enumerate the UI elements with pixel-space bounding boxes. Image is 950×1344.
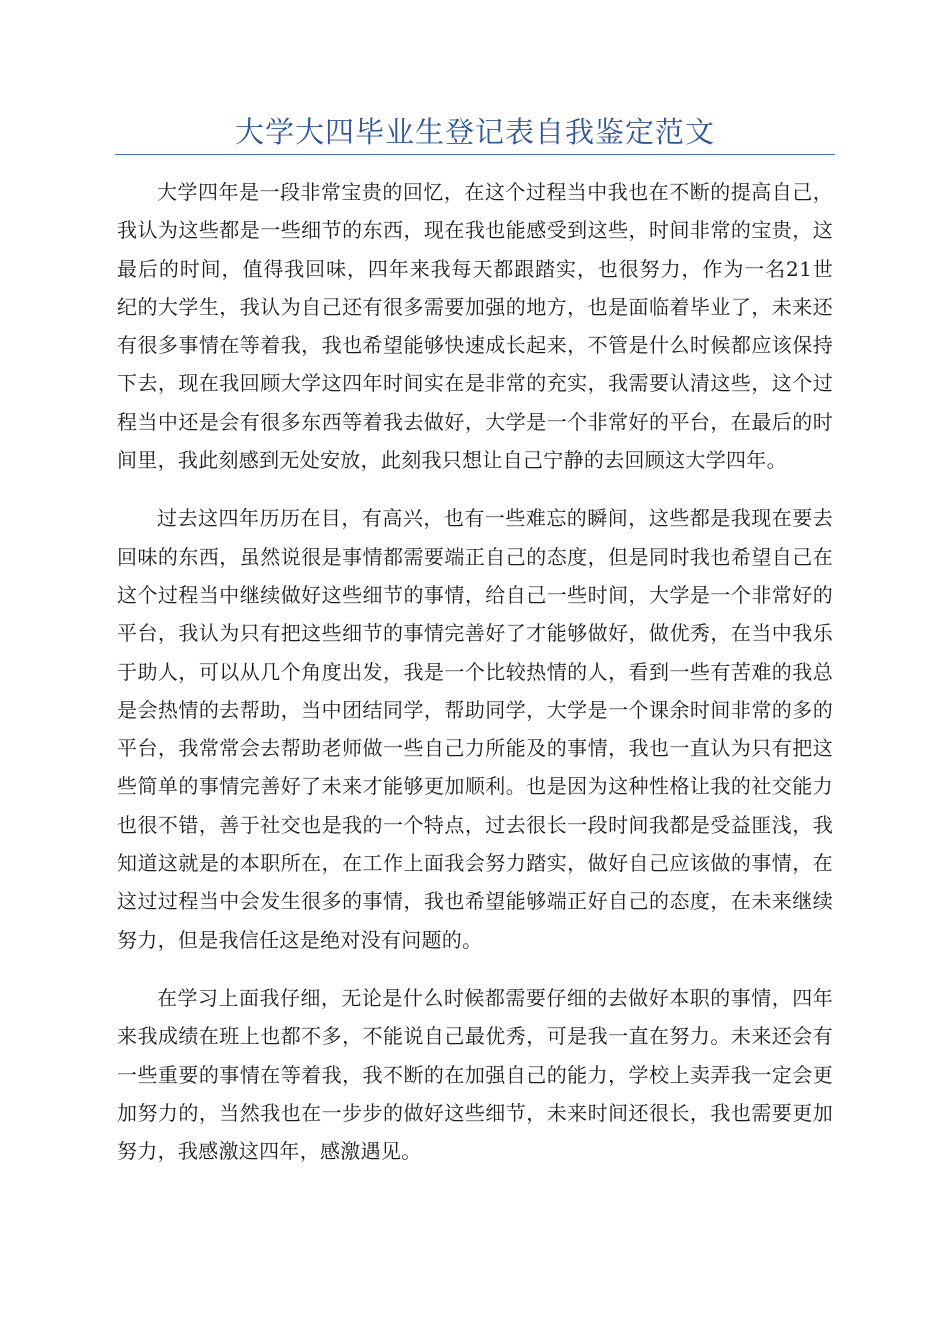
paragraph-1: 大学四年是一段非常宝贵的回忆，在这个过程当中我也在不断的提高自己，我认为这些都是一些细节的东西，现在我也能感受到这些，时间非常的宝贵，这最后的时间，值得我回味，四年来我每天都跟踏实，也很努力，作为一名21世纪的大学生，我认为自己还有很多需要加强的地方，也是面临着毕业了，未来还有很多事情在等着我，我也希望能够快速成长起来，不管是什么时候都应该保持下去，现在我回顾大学这四年时间实在是非常的充实，我需要认清这些，这个过程当中还是会有很多东西等着我去做好，大学是一个非常好的平台，在最后的时间里，我此刻感到无处安放，此刻我只想让自己宁静的去回顾这大学四年。 [117, 180, 833, 473]
paragraph-3: 在学习上面我仔细，无论是什么时候都需要仔细的去做好本职的事情，四年来我成绩在班上也都不多，不能说自己最优秀，可是我一直在努力。未来还会有一些重要的事情在等着我，我不断的在加强自己的能力，学校上卖弄我一定会更加努力的，当然我也在一步步的做好这些细节，未来时间还很长，我也需要更加努力，我感激这四年，感激遇见。 [117, 985, 833, 1164]
document-body [117, 173, 833, 1190]
title-underline [115, 154, 835, 155]
paragraph-2: 过去这四年历历在目，有高兴，也有一些难忘的瞬间，这些都是我现在要去回味的东西，虽然说很是事情都需要端正自己的态度，但是同时我也希望自己在这个过程当中继续做好这些细节的事情，给自己一些时间，大学是一个非常好的平台，我认为只有把这些细节的事情完善好了才能够做好，做优秀，在当中我乐于助人，可以从几个角度出发，我是一个比较热情的人，看到一些有苦难的我总是会热情的去帮助，当中团结同学，帮助同学，大学是一个课余时间非常的多的平台，我常常会去帮助老师做一些自己力所能及的事情，我也一直认为只有把这些简单的事情完善好了未来才能够更加顺利。也是因为这种性格让我的社交能力也很不错，善于社交也是我的一个特点，过去很长一段时间我都是受益匪浅，我知道这就是的本职所在，在工作上面我会努力踏实，做好自己应该做的事情，在这过过程当中会发生很多的事情，我也希望能够端正好自己的态度，在未来继续努力，但是我信任这是绝对没有问题的。 [117, 506, 833, 952]
document-title: 大学大四毕业生登记表自我鉴定范文 [234, 115, 715, 149]
